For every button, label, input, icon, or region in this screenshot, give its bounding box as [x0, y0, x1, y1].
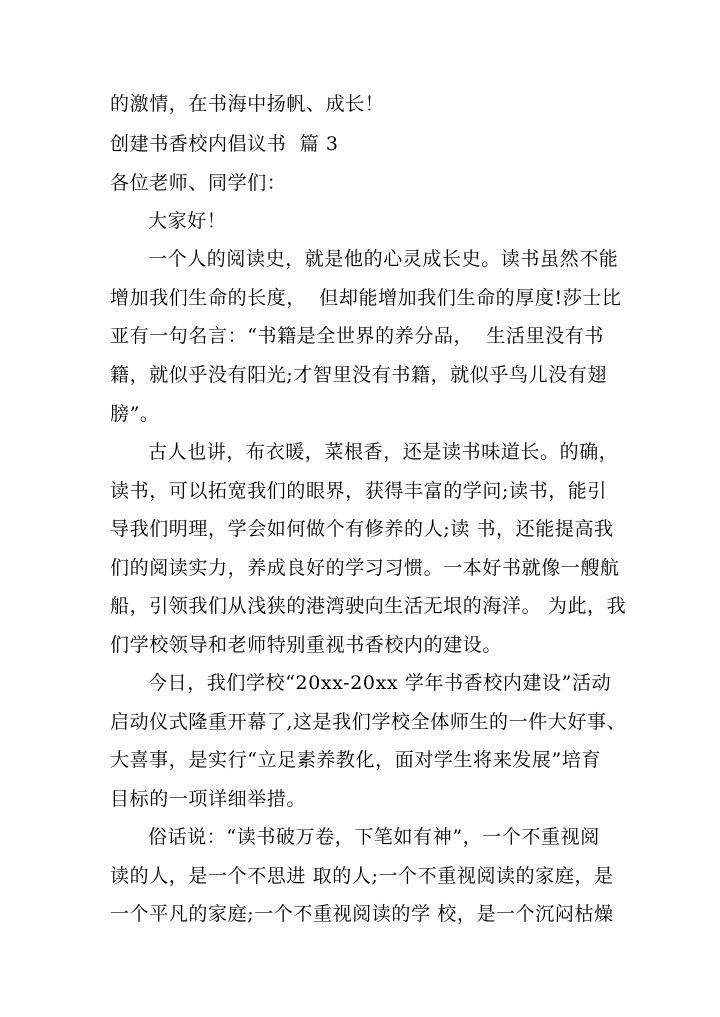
text-line: 们的阅读实力，养成良好的学习习惯。一本好书就像一艘航 [110, 557, 620, 579]
text-line: 目标的一项详细举措。 [110, 788, 307, 810]
text-line: 籍，就似乎没有阳光;才智里没有书籍，就似乎鸟儿没有翅 [110, 364, 608, 386]
text-line: 一个人的阅读史，就是他的心灵成长史。读书虽然不能 [148, 248, 619, 270]
text-line: 读书，可以拓宽我们的眼界，获得丰富的学问;读书，能引 [110, 480, 608, 502]
section-heading: 创建书香校内倡议书 篇 3 [110, 133, 339, 155]
text-line: 读的人，是一个不思进 取的人;一个不重视阅读的家庭，是 [110, 865, 614, 887]
greeting: 大家好！ [148, 210, 227, 232]
text-line: 一个平凡的家庭;一个不重视阅读的学 校，是一个沉闷枯燥 [110, 903, 614, 925]
text-line: 俗话说：“读书破万卷，下笔如有神”，一个不重视阅 [148, 826, 600, 848]
text-line: 古人也讲，布衣暖，菜根香，还是读书味道长。的确， [148, 441, 619, 463]
text-line: 们学校领导和老师特别重视书香校内的建设。 [110, 634, 503, 656]
text-line: 导我们明理，学会如何做个有修养的人;读 书，还能提高我 [110, 518, 614, 540]
text-line: 今日，我们学校“20xx-20xx 学年书香校内建设”活动 [148, 672, 612, 694]
text-line: 亚有一句名言：“书籍是全世界的养分品， 生活里没有书 [110, 325, 604, 347]
text-line: 启动仪式隆重开幕了,这是我们学校全体师生的一件大好事、 [110, 711, 627, 733]
salutation: 各位老师、同学们： [110, 172, 287, 194]
text-line: 大喜事，是实行“立足素养教化，面对学生将来发展”培育 [110, 749, 602, 771]
text-line: 增加我们生命的长度， 但却能增加我们生命的厚度!莎士比 [110, 287, 622, 309]
text-line: 膀”。 [110, 403, 160, 425]
text-line: 船，引领我们从浅狭的港湾驶向生活无垠的海洋。 为此，我 [110, 595, 627, 617]
text-line: 的激情，在书海中扬帆、成长！ [110, 93, 385, 115]
